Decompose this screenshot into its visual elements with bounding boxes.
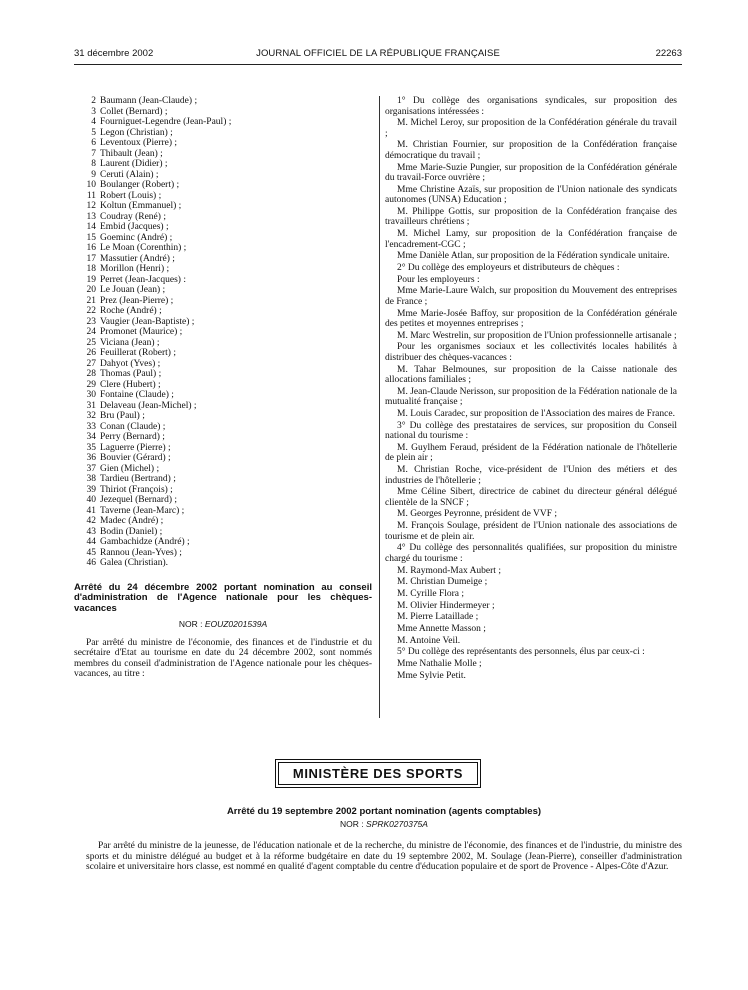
ministry-heading — [74, 759, 682, 788]
list-item-name: Thibault (Jean) ; — [100, 148, 163, 159]
list-item-name: Vaugier (Jean-Baptiste) ; — [100, 316, 195, 327]
list-item-name: Viciana (Jean) ; — [100, 337, 160, 348]
paragraph: M. Christian Fournier, sur proposition de la Confédération française démocratique du travail ; — [385, 140, 677, 161]
paragraph: M. Michel Leroy, sur proposition de la Confédération générale du travail ; — [385, 118, 677, 139]
list-item-number: 34 — [86, 432, 96, 442]
list-item-number: 11 — [86, 190, 96, 201]
sports-arrete — [86, 806, 682, 873]
list-item-name: Leventoux (Pierre) ; — [100, 138, 178, 148]
list-item — [74, 359, 372, 370]
paragraph: Pour les employeurs : — [397, 274, 480, 285]
paragraph: Mme Marie-Laure Walch, sur proposition du Mouvement des entreprises de France ; — [385, 286, 677, 307]
list-item-number: 2 — [91, 96, 96, 106]
list-item-name: Conan (Claude) ; — [100, 421, 166, 432]
list-item-name: Collet (Bernard) ; — [100, 106, 168, 117]
list-item-name: Boulanger (Robert) ; — [100, 180, 180, 190]
list-item-name: Thomas (Paul) ; — [100, 369, 162, 379]
list-item — [74, 485, 372, 496]
paragraph: 3° Du collège des prestataires de services, sur proposition du Conseil national du tourisme : — [385, 420, 677, 442]
paragraph: Mme Nathalie Molle ; — [397, 659, 482, 669]
list-item-name: Bouvier (Gérard) ; — [100, 453, 171, 463]
list-item — [74, 411, 372, 422]
list-item-number: 16 — [86, 243, 96, 253]
list-item — [74, 338, 372, 349]
list-item-name: Le Jouan (Jean) ; — [100, 285, 166, 295]
paragraph: M. Jean-Claude Nerisson, sur proposition de la Fédération nationale de la mutualité française ; — [385, 386, 677, 408]
list-item — [74, 495, 372, 506]
list-item-number: 19 — [86, 274, 96, 285]
list-item — [74, 117, 372, 128]
list-item-name: Laguerre (Pierre) ; — [100, 442, 171, 453]
nor-code: EOUZ0201539A — [204, 619, 268, 629]
list-item — [74, 369, 372, 380]
paragraph: 5° Du collège des représentants des personnels, élus par ceux-ci : — [397, 647, 645, 658]
list-item — [74, 558, 372, 569]
paragraph: Mme Sylvie Petit. — [397, 670, 466, 681]
list-item-name: Madec (André) ; — [100, 516, 164, 526]
arrete-title: Arrêté du 24 décembre 2002 portant nomination au conseil d'administration de l'Agence nationale pour les chèques-vacances — [74, 581, 372, 614]
list-item-number: 46 — [86, 558, 96, 568]
list-item — [74, 159, 372, 170]
paragraph: M. Michel Lamy, sur proposition de la Confédération française de l'encadrement-CGC ; — [385, 229, 677, 250]
paragraph: Mme Christine Azaïs, sur proposition de l'Union nationale des syndicats autonomes (UNSA) Education ; — [385, 184, 677, 206]
list-item-name: Gien (Michel) ; — [100, 463, 160, 474]
list-item-number: 7 — [91, 148, 96, 159]
list-item-number: 24 — [86, 327, 96, 337]
list-item-name: Embid (Jacques) ; — [100, 222, 169, 232]
list-item-name: Thiriot (François) ; — [100, 484, 173, 495]
sports-arrete-body: Par arrêté du ministre de la jeunesse, de l'éducation nationale et de la recherche, du ministre de l'économie, des finances et de l'industrie, du ministre des sports et du ministre délégué au budget et à la réforme budgétaire en date du 19 septembre 2002, M. Soulage (Jean-Pierre), conseiller d'administration scolaire et universitaire hors classe, est nommé en qualité d'agent comptable du centre d'éducation populaire et de sport de Provence - Alpes-Côte d'Azur. — [86, 841, 682, 872]
list-item-name: Ceruti (Alain) ; — [100, 169, 159, 180]
list-item — [74, 149, 372, 160]
list-item-name: Robert (Louis) ; — [100, 190, 162, 201]
list-item-name: Tardieu (Bertrand) ; — [100, 474, 176, 484]
list-item-name: Dahyot (Yves) ; — [100, 358, 161, 369]
list-item — [74, 275, 372, 286]
list-item-number: 26 — [86, 348, 96, 358]
paragraph: M. Philippe Gottis, sur proposition de la Confédération française des travailleurs chrétiens ; — [385, 206, 677, 228]
column-divider — [379, 96, 380, 718]
arrete-body: Par arrêté du ministre de l'économie, des finances et de l'industrie et du secrétaire d'Etat au tourisme en date du 24 décembre 2002, sont nommés membres du conseil d'administration de l'Agence nationale pour les chèques-vacances, au titre : — [74, 637, 372, 679]
list-item-number: 37 — [86, 463, 96, 474]
list-item — [74, 107, 372, 118]
paragraph: Mme Marie-Suzie Pungier, sur proposition de la Confédération générale du travail-Force ouvrière ; — [385, 162, 677, 184]
list-item-name: Delaveau (Jean-Michel) ; — [100, 400, 197, 411]
list-item-name: Coudray (René) ; — [100, 211, 166, 222]
list-item — [74, 443, 372, 454]
list-item-name: Morillon (Henri) ; — [100, 264, 170, 274]
list-item-name: Galea (Christian). — [100, 558, 169, 568]
list-item-name: Taverne (Jean-Marc) ; — [100, 505, 185, 516]
list-item-name: Legon (Christian) ; — [100, 127, 173, 138]
list-item-name: Clere (Hubert) ; — [100, 379, 161, 390]
list-item — [74, 170, 372, 181]
list-item-name: Bodin (Daniel) ; — [100, 526, 163, 537]
list-item — [74, 537, 372, 548]
list-item-number: 25 — [86, 337, 96, 348]
paragraph: M. Louis Caradec, sur proposition de l'Association des maires de France. — [397, 409, 675, 419]
list-item-number: 43 — [86, 526, 96, 537]
list-item-number: 21 — [86, 295, 96, 306]
nor-label: NOR : — [178, 619, 203, 629]
list-item — [74, 233, 372, 244]
page-number: 22263 — [655, 48, 682, 59]
list-item-number: 45 — [86, 547, 96, 558]
list-item-number: 22 — [86, 306, 96, 316]
list-item-name: Gambachidze (André) ; — [100, 537, 190, 547]
list-item — [74, 380, 372, 391]
list-item — [74, 317, 372, 328]
list-item — [74, 201, 372, 212]
list-item-name: Rannou (Jean-Yves) ; — [100, 547, 182, 558]
paragraph: M. Guylhem Feraud, président de la Fédération nationale de l'hôtellerie de plein air ; — [385, 442, 677, 464]
list-item-name: Massutier (André) ; — [100, 253, 175, 264]
paragraph: M. Cyrille Flora ; — [397, 588, 465, 599]
list-item-name: Prez (Jean-Pierre) ; — [100, 295, 174, 306]
list-item-name: Perret (Jean-Jacques) : — [100, 274, 186, 285]
paragraph: Mme Marie-Josée Baffoy, sur proposition de la Confédération générale des petites et moyennes entreprises ; — [385, 308, 677, 330]
list-item-number: 36 — [86, 453, 96, 463]
list-item-number: 38 — [86, 474, 96, 484]
paragraph: M. Antoine Veil. — [397, 635, 461, 646]
paragraph: Mme Annette Masson ; — [397, 623, 486, 634]
list-item-number: 10 — [86, 180, 96, 190]
list-item — [74, 348, 372, 359]
list-item-number: 44 — [86, 537, 96, 547]
list-item — [74, 138, 372, 149]
list-item — [74, 548, 372, 559]
paragraph: 4° Du collège des personnalités qualifiées, sur proposition du ministre chargé du tourisme : — [385, 543, 677, 564]
list-item-name: Jezequel (Bernard) ; — [100, 495, 178, 505]
list-item — [74, 306, 372, 317]
paragraph: 1° Du collège des organisations syndicales, sur proposition des organisations intéressées : — [385, 96, 677, 117]
header-rule — [74, 64, 682, 65]
list-item-number: 3 — [91, 106, 96, 117]
list-item-number: 35 — [86, 442, 96, 453]
list-item-number: 12 — [86, 201, 96, 211]
list-item-number: 4 — [91, 117, 96, 127]
list-item-name: Laurent (Didier) ; — [100, 159, 168, 169]
list-item-number: 41 — [86, 505, 96, 516]
ministry-title: MINISTÈRE DES SPORTS — [278, 762, 478, 785]
right-column — [385, 96, 677, 682]
page-header — [74, 48, 682, 62]
list-item-number: 39 — [86, 484, 96, 495]
sports-nor-reference — [86, 819, 682, 829]
list-item — [74, 390, 372, 401]
list-item — [74, 453, 372, 464]
list-item — [74, 96, 372, 107]
paragraph: M. Marc Westrelin, sur proposition de l'Union professionnelle artisanale ; — [397, 330, 677, 341]
paragraph: Mme Céline Sibert, directrice de cabinet du directeur général délégué clientèle de la SNCF ; — [385, 487, 677, 508]
list-item-number: 6 — [91, 138, 96, 148]
list-item-name: Goeminc (André) ; — [100, 232, 173, 243]
paragraph: M. François Soulage, président de l'Union nationale des associations de tourisme et de plein air. — [385, 521, 677, 542]
list-item — [74, 516, 372, 527]
paragraph: M. Olivier Hindermeyer ; — [397, 600, 495, 611]
header-date: 31 décembre 2002 — [74, 48, 154, 59]
list-item-name: Baumann (Jean-Claude) ; — [100, 96, 198, 106]
list-item-number: 18 — [86, 264, 96, 274]
member-name-list — [74, 96, 372, 569]
list-item-number: 13 — [86, 211, 96, 222]
list-item-number: 29 — [86, 379, 96, 390]
list-item-name: Feuillerat (Robert) ; — [100, 348, 176, 358]
sports-arrete-title: Arrêté du 19 septembre 2002 portant nomination (agents comptables) — [226, 806, 542, 817]
paragraph: Mme Danièle Atlan, sur proposition de la Fédération syndicale unitaire. — [397, 251, 670, 262]
list-item — [74, 464, 372, 475]
paragraph: M. Pierre Lataillade ; — [397, 612, 479, 623]
list-item-number: 9 — [91, 169, 96, 180]
list-item-number: 33 — [86, 421, 96, 432]
paragraph: 2° Du collège des employeurs et distributeurs de chèques : — [397, 263, 620, 273]
list-item-number: 20 — [86, 285, 96, 295]
list-item — [74, 254, 372, 265]
nor-reference — [74, 619, 372, 630]
left-column — [74, 96, 372, 680]
paragraph: M. Raymond-Max Aubert ; — [397, 565, 501, 576]
paragraph: M. Tahar Belmounes, sur proposition de la Caisse nationale des allocations familiales ; — [385, 364, 677, 386]
list-item — [74, 422, 372, 433]
paragraph: Pour les organismes sociaux et les collectivités locales habilités à distribuer des chèques-vacances : — [385, 342, 677, 363]
sports-nor-code: SPRK0270375A — [366, 819, 428, 829]
list-item — [74, 264, 372, 275]
paragraph: M. Christian Roche, vice-président de l'Union des métiers et des industries de l'hôtellerie ; — [385, 465, 677, 486]
list-item-name: Fourniguet-Legendre (Jean-Paul) ; — [100, 117, 232, 127]
list-item — [74, 401, 372, 412]
list-item-number: 17 — [86, 253, 96, 264]
list-item-number: 30 — [86, 390, 96, 400]
list-item-name: Bru (Paul) ; — [100, 411, 145, 421]
list-item-name: Roche (André) ; — [100, 306, 162, 316]
list-item — [74, 212, 372, 223]
list-item — [74, 128, 372, 139]
list-item — [74, 327, 372, 338]
list-item-number: 32 — [86, 411, 96, 421]
list-item — [74, 506, 372, 517]
list-item-name: Perry (Bernard) ; — [100, 432, 165, 442]
list-item-number: 28 — [86, 369, 96, 379]
list-item-number: 14 — [86, 222, 96, 232]
list-item-number: 31 — [86, 400, 96, 411]
list-item-number: 42 — [86, 516, 96, 526]
list-item-number: 40 — [86, 495, 96, 505]
list-item-number: 27 — [86, 358, 96, 369]
paragraph: M. Christian Dumeige ; — [397, 577, 488, 588]
list-item — [74, 285, 372, 296]
list-item — [74, 432, 372, 443]
list-item — [74, 296, 372, 307]
list-item-name: Le Moan (Corenthin) ; — [100, 243, 187, 253]
list-item-number: 5 — [91, 127, 96, 138]
list-item-name: Koltun (Emmanuel) ; — [100, 201, 182, 211]
list-item-number: 23 — [86, 316, 96, 327]
list-item-number: 15 — [86, 232, 96, 243]
list-item-name: Promonet (Maurice) ; — [100, 327, 183, 337]
journal-title: JOURNAL OFFICIEL DE LA RÉPUBLIQUE FRANÇAISE — [256, 48, 500, 59]
list-item — [74, 243, 372, 254]
list-item — [74, 474, 372, 485]
ministry-box — [275, 759, 481, 788]
list-item-number: 8 — [91, 159, 96, 169]
list-item-name: Fontaine (Claude) ; — [100, 390, 174, 400]
list-item — [74, 527, 372, 538]
paragraph: M. Georges Peyronne, président de VVF ; — [397, 509, 558, 520]
sports-nor-label: NOR : — [340, 819, 364, 829]
list-item — [74, 180, 372, 191]
list-item — [74, 222, 372, 233]
list-item — [74, 191, 372, 202]
